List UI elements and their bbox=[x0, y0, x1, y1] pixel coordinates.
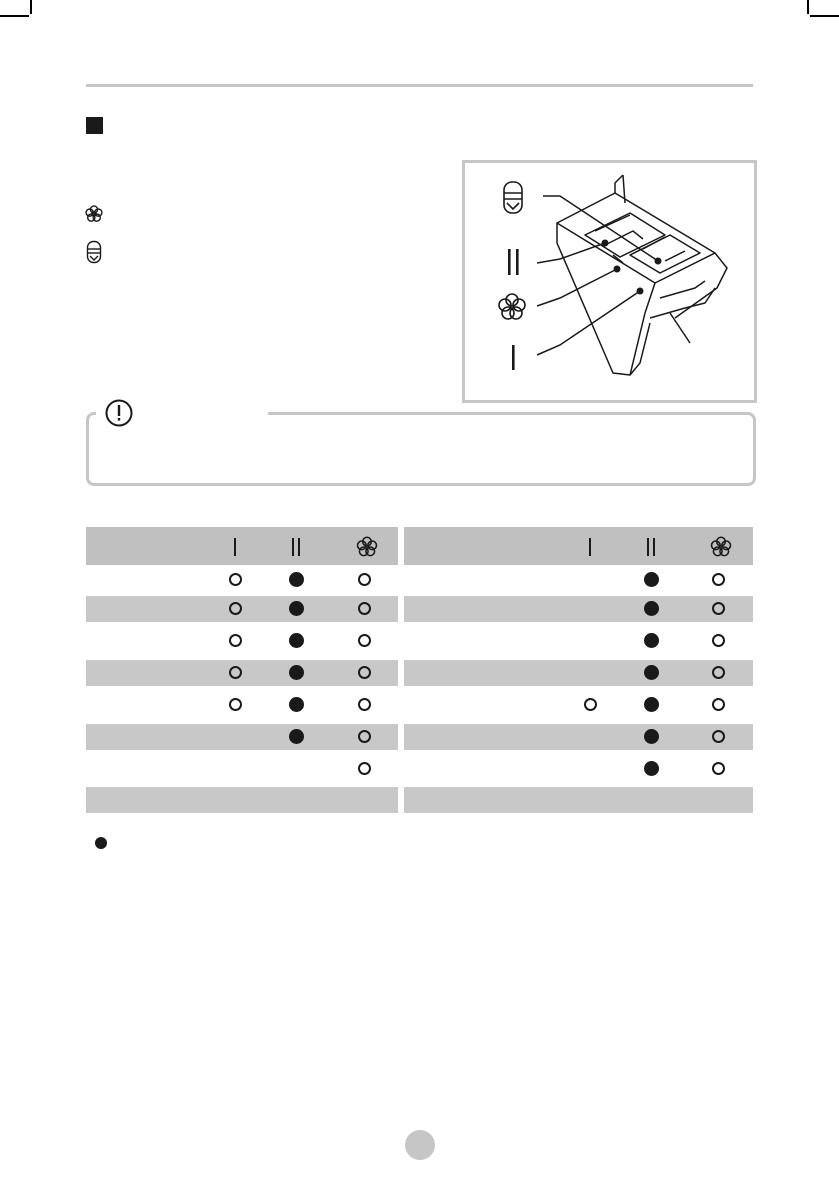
legend-filled-dot bbox=[95, 837, 107, 849]
flower-icon bbox=[499, 294, 525, 319]
open-circle bbox=[712, 730, 725, 743]
open-circle bbox=[584, 698, 597, 711]
open-circle bbox=[358, 666, 371, 679]
table-row bbox=[404, 787, 753, 813]
crop-mark bbox=[810, 15, 839, 17]
filled-dot bbox=[644, 761, 659, 776]
flower-icon bbox=[84, 203, 104, 225]
column-II-label bbox=[292, 538, 294, 556]
header-rule bbox=[86, 84, 753, 87]
detergent-drawer-drawing bbox=[465, 163, 754, 400]
table-row bbox=[404, 567, 753, 593]
open-circle bbox=[229, 634, 242, 647]
open-circle bbox=[229, 698, 242, 711]
filled-dot bbox=[289, 572, 304, 587]
filled-dot bbox=[644, 601, 659, 616]
open-circle bbox=[358, 762, 371, 775]
open-circle bbox=[712, 573, 725, 586]
open-circle bbox=[229, 573, 242, 586]
filled-dot bbox=[289, 633, 304, 648]
table-row bbox=[404, 756, 753, 782]
open-circle bbox=[358, 698, 371, 711]
program-table-left bbox=[86, 527, 398, 813]
flower-icon bbox=[355, 535, 379, 559]
table-row bbox=[86, 724, 398, 750]
column-II-label-bar bbox=[298, 538, 300, 556]
open-circle bbox=[712, 634, 725, 647]
table-row bbox=[86, 628, 398, 654]
table-row bbox=[404, 660, 753, 686]
table-row bbox=[86, 660, 398, 686]
open-circle bbox=[712, 698, 725, 711]
table-row bbox=[86, 756, 398, 782]
warning-box bbox=[86, 412, 756, 486]
open-circle bbox=[358, 730, 371, 743]
filled-dot bbox=[644, 697, 659, 712]
open-circle bbox=[358, 573, 371, 586]
table-row bbox=[404, 628, 753, 654]
open-circle bbox=[712, 666, 725, 679]
crop-mark bbox=[0, 15, 29, 17]
filled-dot bbox=[289, 665, 304, 680]
column-II-label bbox=[647, 538, 649, 556]
program-table-right bbox=[404, 527, 753, 813]
exclamation-icon bbox=[104, 398, 134, 428]
compartment-I-label bbox=[512, 345, 515, 370]
crop-mark bbox=[807, 0, 809, 14]
open-circle bbox=[358, 602, 371, 615]
table-row bbox=[404, 724, 753, 750]
open-circle bbox=[358, 634, 371, 647]
flower-icon bbox=[709, 535, 733, 559]
table-row bbox=[86, 692, 398, 718]
filled-dot bbox=[289, 697, 304, 712]
column-I-label bbox=[589, 538, 591, 556]
table-row bbox=[86, 596, 398, 622]
open-circle bbox=[229, 602, 242, 615]
column-I-label bbox=[234, 538, 236, 556]
open-circle bbox=[712, 762, 725, 775]
filled-dot bbox=[644, 729, 659, 744]
filled-dot bbox=[289, 729, 304, 744]
table-header-row bbox=[86, 527, 398, 565]
table-header-row bbox=[404, 527, 753, 565]
detergent-drawer-figure bbox=[462, 160, 757, 403]
open-circle bbox=[229, 666, 242, 679]
table-row bbox=[404, 596, 753, 622]
page-number-badge bbox=[405, 1130, 435, 1160]
prewash-compartment-icon bbox=[86, 240, 102, 264]
table-row bbox=[86, 787, 398, 813]
table-row bbox=[404, 692, 753, 718]
filled-dot bbox=[644, 633, 659, 648]
column-II-label-bar bbox=[653, 538, 655, 556]
crop-mark bbox=[30, 0, 32, 14]
table-row bbox=[86, 567, 398, 593]
filled-dot bbox=[644, 572, 659, 587]
open-circle bbox=[712, 602, 725, 615]
section-marker bbox=[86, 117, 103, 134]
compartment-II-label bbox=[508, 249, 511, 275]
filled-dot bbox=[289, 601, 304, 616]
filled-dot bbox=[644, 665, 659, 680]
